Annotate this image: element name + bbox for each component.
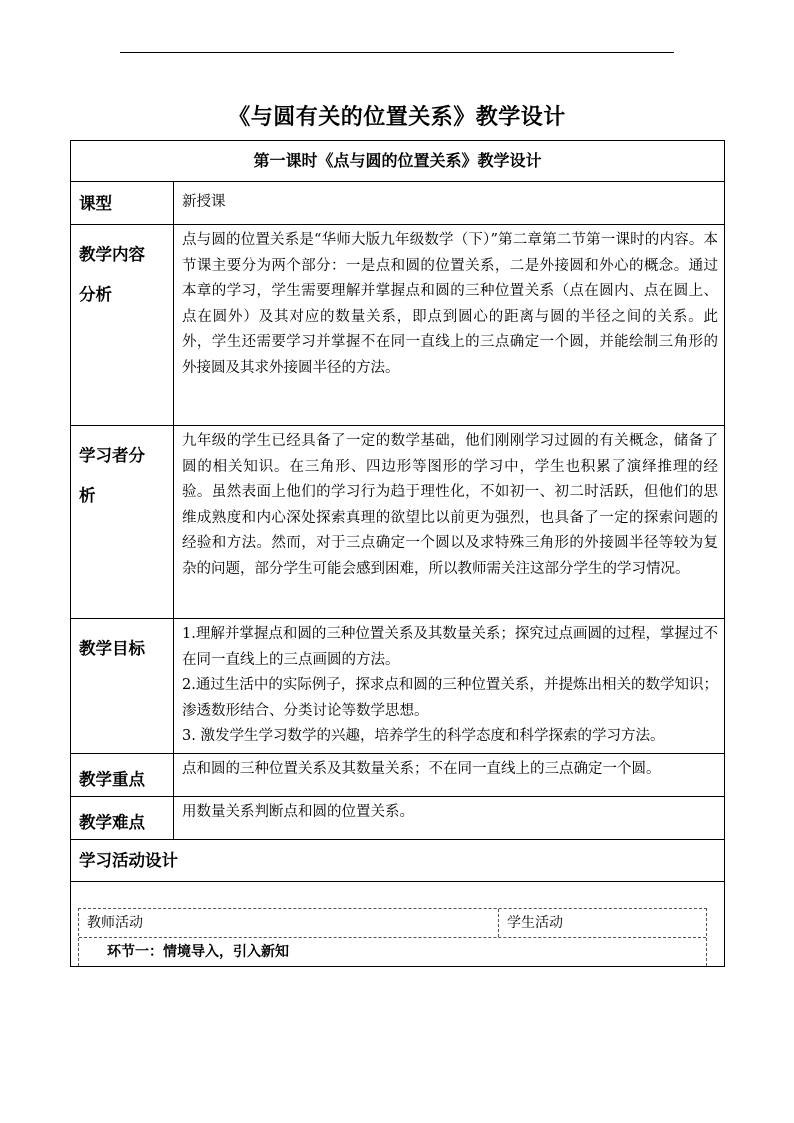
activity-table: [78, 908, 707, 966]
activity-table-row: [71, 881, 724, 966]
row-difficulties: [71, 796, 724, 839]
row-content: 点和圆的三种位置关系及其数量关系；不在同一直线上的三点确定一个圆。: [182, 761, 661, 777]
student-activity-header: 学生活动: [507, 915, 563, 931]
activity-table-header: [79, 909, 706, 938]
row-learner-analysis: [71, 425, 724, 618]
row-activity-design: 学习活动设计: [71, 839, 724, 881]
row-label: 课型: [71, 182, 174, 224]
row-content: 用数量关系判断点和圆的位置关系。: [182, 804, 414, 820]
lesson-plan-table: [70, 140, 725, 967]
goal-item: 3. 激发学生学习数学的兴趣，培养学生的科学态度和科学探索的学习方法。: [182, 728, 665, 745]
teacher-activity-header: 教师活动: [79, 909, 499, 937]
lesson-title: 第一课时《点与圆的位置关系》教学设计: [253, 151, 542, 170]
step-heading: 环节一：情境导入，引入新知: [107, 944, 289, 960]
row-label: 教学内容 分析: [71, 225, 174, 425]
row-content: 九年级的学生已经具备了一定的数学基础，他们刚刚学习过圆的有关概念，储备了圆的相关知识。在三角形、四边形等图形的学习中，学生也积累了演绎推理的经验。虽然表面上他们的学习行为趋于理性化，不如初一、初二时活跃，但他们的思维成熟度和内心深处探索真理的欲望比以前更为强烈，也具备了一定的探索问题的经验和方法。然而，对于三点确定一个圆以及求特殊三角形的外接圆半径等较为复杂的问题，部分学生可能会感到困难，所以教师需关注这部分学生的学习情况。: [182, 433, 718, 577]
row-teaching-goals: [71, 618, 724, 753]
row-lesson-type: [71, 181, 724, 224]
row-label: 教学目标: [71, 619, 174, 753]
goal-item: 1.理解并掌握点和圆的三种位置关系及其数量关系；探究过点画圆的过程，掌握过不在同一直线上的三点画圆的方法。: [182, 626, 718, 668]
row-key-points: [71, 753, 724, 796]
row-content: 点与圆的位置关系是“华师大版九年级数学（下）”第二章第二节第一课时的内容。本节课主要分为两个部分：一是点和圆的位置关系，二是外接圆和外心的概念。通过本章的学习，学生需要理解并掌握点和圆的三种位置关系（点在圆内、点在圆上、点在圆外）及其对应的数量关系，即点到圆心的距离与圆的半径之间的关系。此外，学生还需要学习并掌握不在同一直线上的三点确定一个圆，并能绘制三角形的外接圆及其求外接圆半径的方法。: [182, 232, 718, 376]
row-content: 新授课: [182, 194, 226, 210]
goal-item: 2.通过生活中的实际例子，探求点和圆的三种位置关系，并提炼出相关的数学知识；渗透数形结合、分类讨论等数学思想。: [182, 677, 718, 719]
header-rule: [120, 52, 674, 53]
row-content: [174, 619, 724, 753]
row-label: 教学重点: [71, 754, 174, 796]
row-label: 教学难点: [71, 797, 174, 839]
row-content-analysis: [71, 224, 724, 425]
document-title: 《与圆有关的位置关系》教学设计: [228, 105, 566, 130]
row-label: 学习者分 析: [71, 426, 174, 618]
lesson-title-row: [71, 141, 724, 181]
